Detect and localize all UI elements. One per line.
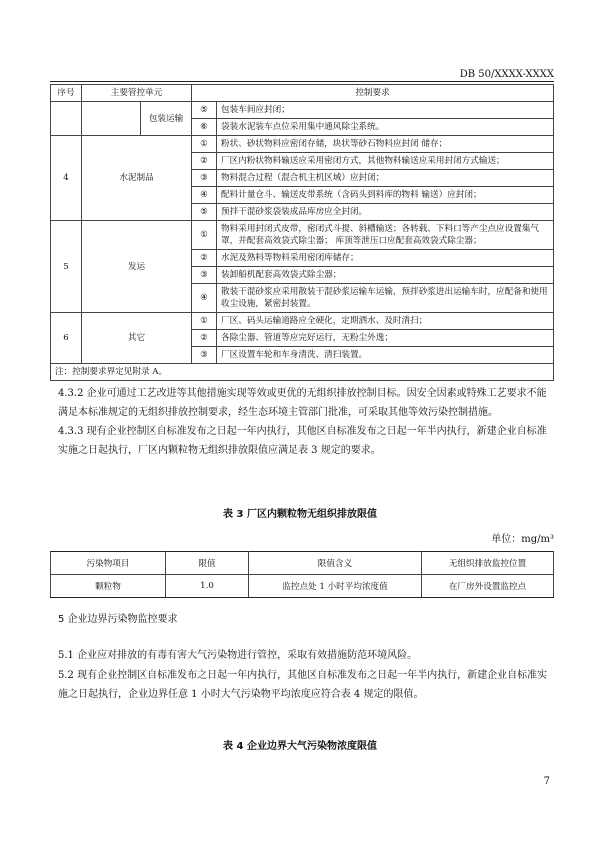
requirement-text: 物料混合过程（混合机主机区域）应封闭；: [217, 170, 554, 187]
requirement-text: 预拌干混砂浆袋装成品库房应全封闭。: [217, 204, 554, 221]
cell: 在厂房外设置监控点: [422, 575, 554, 598]
item-number: ⑤: [192, 102, 217, 119]
cell: 监控点处 1 小时平均浓度值: [249, 575, 422, 598]
item-number: ②: [192, 153, 217, 170]
requirement-text: 物料采用封闭式皮带，密闭式斗提、斜槽输送；各转载、下料口等产尘点应设置集气罩，并配套高效袋式除尘器； 库顶等泄压口应配套高效袋式除尘器；: [217, 221, 554, 250]
header-no: 序号: [51, 85, 82, 102]
item-number: ③: [192, 267, 217, 284]
requirement-text: 装卸船机配套高效袋式除尘器；: [217, 267, 554, 284]
item-number: ②: [192, 330, 217, 347]
table-row: [51, 136, 554, 153]
item-number: ③: [192, 347, 217, 364]
item-number: ④: [192, 284, 217, 313]
control-requirements-table: [50, 84, 554, 381]
item-number: ②: [192, 250, 217, 267]
group-name: 发运: [82, 221, 192, 313]
requirement-text: 各除尘器、管道等应完好运行，无粉尘外逸；: [217, 330, 554, 347]
item-number: ①: [192, 221, 217, 250]
group-name: 水泥制品: [82, 136, 192, 221]
group-number: 4: [51, 136, 82, 221]
requirement-text: 袋装水泥装车点位采用集中通风除尘系统。: [217, 119, 554, 136]
section-5-title: 5 企业边界污染物监控要求: [58, 614, 178, 625]
table3-caption: 表 3 厂区内颗粒物无组织排放限值: [223, 509, 377, 520]
para-4-3-2: 4.3.2 企业可通过工艺改进等其他措施实现等效或更优的无组织排放控制目标。因安全因素或特殊工艺要求不能满足本标准规定的无组织排放控制要求，经生态环境主管部门批准，可采取其他等效污染控制措施。: [58, 388, 547, 418]
table3-unit: 单位：mg/m³: [491, 534, 554, 545]
requirement-text: 厂区设置车轮和车身清洗、清扫装置。: [217, 347, 554, 364]
group-name: 其它: [82, 313, 192, 364]
table3: [50, 551, 554, 598]
requirement-text: 散装干混砂浆应采用散装干混砂浆运输车运输，预拌砂浆进出运输车时，应配备和使用收尘设施，紧密封装置。: [217, 284, 554, 313]
group-number: 5: [51, 221, 82, 313]
requirement-text: 配料计量仓斗、输送皮带系统（含码头到料库的物料 输送）应封闭；: [217, 187, 554, 204]
table-row: [51, 221, 554, 250]
header-req: 控制要求: [192, 85, 554, 102]
item-number: ④: [192, 187, 217, 204]
col-header: 无组织排放监控位置: [422, 552, 554, 575]
table-note-row: [51, 364, 554, 381]
document-code: DB 50/XXXX-XXXX: [459, 69, 554, 80]
requirement-text: 厂区内粉状物料输送应采用密闭方式，其他物料输送应采用封闭方式输送；: [217, 153, 554, 170]
header-unit: 主要管控单元: [82, 85, 192, 102]
para-5-1: 5.1 企业应对排放的有毒有害大气污染物进行管控，采取有效措施防范环境风险。: [58, 650, 418, 661]
table-note: 注：控制要求界定见附录 A。: [51, 364, 554, 381]
cell: 颗粒物: [51, 575, 166, 598]
item-number: ①: [192, 313, 217, 330]
table-header-row: [51, 85, 554, 102]
requirement-text: 水泥及熟料等物料采用密闭库储存；: [217, 250, 554, 267]
table4-caption: 表 4 企业边界大气污染物浓度限值: [223, 741, 377, 752]
item-number: ①: [192, 136, 217, 153]
header-rule: [50, 81, 554, 82]
col-header: 限值含义: [249, 552, 422, 575]
col-header: 限值: [166, 552, 249, 575]
requirement-text: 包装车间应封闭；: [217, 102, 554, 119]
requirement-text: 粉状、砂状物料应密闭存储，块状等砂石物料应封闭 储存；: [217, 136, 554, 153]
para-5-2: 5.2 现有企业控制区自标准发布之日起一年内执行，其他区自标准发布之日起一年半内执行，新建企业自标准实施之日起执行，企业边界任意 1 小时大气污染物平均浓度应符合表 4 规定的限值。: [58, 670, 548, 700]
item-number: ⑥: [192, 119, 217, 136]
page-number: 7: [543, 776, 550, 787]
packaging-label: 包装运输: [141, 102, 192, 136]
para-4-3-3: 4.3.3 现有企业控制区自标准发布之日起一年内执行，其他区自标准发布之日起一年半内执行，新建企业自标准实施之日起执行，厂区内颗粒物无组织排放限值应满足表 3 规定的要求。: [58, 426, 547, 456]
table-row: [51, 575, 554, 598]
table-row: [51, 313, 554, 330]
item-number: ⑤: [192, 204, 217, 221]
table-header-row: [51, 552, 554, 575]
table-row: [51, 102, 554, 119]
group-number: 6: [51, 313, 82, 364]
requirement-text: 厂区、码头运输道路应全硬化，定期洒水、及时清扫；: [217, 313, 554, 330]
col-header: 污染物项目: [51, 552, 166, 575]
cell: 1.0: [166, 575, 249, 598]
item-number: ③: [192, 170, 217, 187]
